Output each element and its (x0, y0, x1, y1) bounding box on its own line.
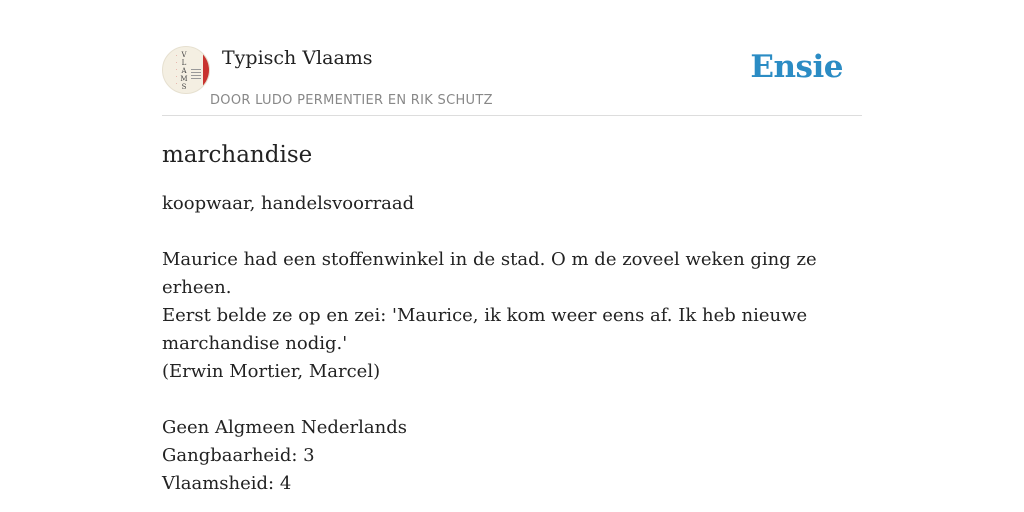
avatar-stripe (203, 47, 209, 93)
vlaamsheid: Vlaamsheid: 4 (162, 473, 292, 494)
avatar-letters: V L A M S (180, 51, 188, 91)
quote-line: Maurice had een stoffenwinkel in de stad. O m de zoveel weken ging ze erheen. (162, 249, 817, 298)
avatar-red-marks: · · · · · (175, 53, 178, 87)
entry-term: marchandise (162, 142, 313, 168)
quote-line: Eerst belde ze op en zei: 'Maurice, ik kom weer eens af. Ik heb nieuwe (162, 305, 808, 326)
definition: koopwaar, handelsvoorraad (162, 193, 415, 214)
byline: DOOR LUDO PERMENTIER EN RIK SCHUTZ (210, 93, 493, 108)
brand-logo[interactable]: Ensie (750, 49, 843, 85)
avatar[interactable] (162, 46, 210, 94)
quote-line: marchandise nodig.' (162, 333, 348, 354)
avatar-text-lines (191, 69, 201, 81)
entry-body (162, 190, 862, 498)
quote-source: (Erwin Mortier, Marcel) (162, 361, 381, 382)
entry-header (162, 40, 862, 116)
spacer (162, 218, 862, 246)
gangbaarheid: Gangbaarheid: 3 (162, 445, 315, 466)
spacer (162, 386, 862, 414)
status-label: Geen Algmeen Nederlands (162, 417, 407, 438)
blog-title[interactable]: Typisch Vlaams (222, 47, 373, 69)
entry-card (162, 40, 862, 498)
